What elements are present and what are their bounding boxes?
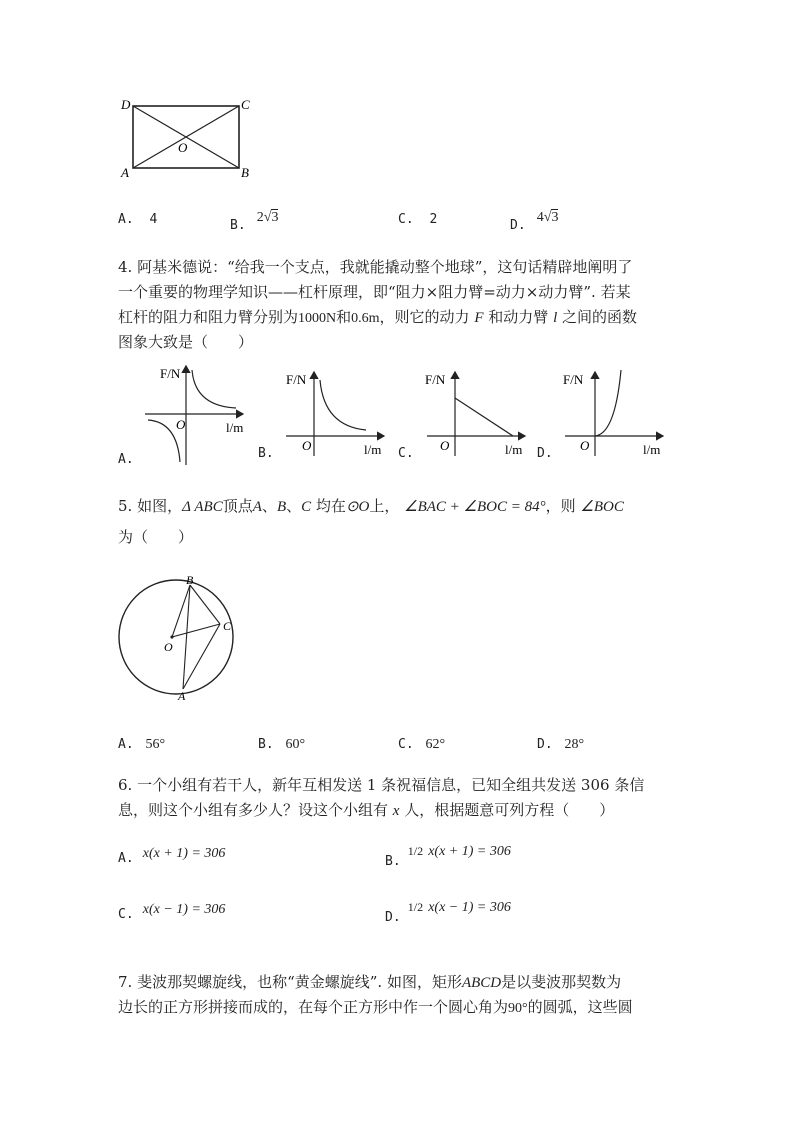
- q6-option-a[interactable]: $_{A.}$ x(x + 1) = 306: [118, 846, 226, 866]
- label-b: B: [241, 165, 249, 180]
- q4-graph-b[interactable]: [284, 368, 389, 458]
- origin-label: O: [176, 417, 186, 432]
- q5-option-d[interactable]: D. 28°: [537, 737, 585, 752]
- q5-line-1: 5. 如图，Δ ABC顶点A、B、C 均在⊙O上， ∠BAC + ∠BOC = 84°，则 ∠BOC: [118, 497, 624, 515]
- q6-option-c[interactable]: $_{C.}$ x(x − 1) = 306: [118, 902, 226, 922]
- q3-option-c[interactable]: C. 2: [398, 212, 438, 227]
- rectangle-figure: [115, 95, 255, 185]
- q4-line-1: 4. 阿基米德说：“给我一个支点，我就能撬动整个地球”，这句话精辟地阐明了: [118, 258, 633, 276]
- q4-graph-c[interactable]: [425, 368, 530, 458]
- q7-line-2: 边长的正方形拼接而成的，在每个正方形中作一个圆心角为90°的圆弧，这些圆: [118, 998, 633, 1016]
- segment-bc: [190, 585, 220, 624]
- circle-figure: [110, 572, 250, 704]
- q6-line-2: 息，则这个小组有多少人？设这个小组有 x 人，根据题意可列方程（ ）: [118, 801, 615, 819]
- label-c: C: [223, 619, 232, 633]
- center-point: [170, 635, 173, 638]
- curve: [595, 370, 621, 436]
- curve-upper: [192, 370, 236, 408]
- y-label: F/N: [160, 366, 181, 381]
- y-label: F/N: [425, 372, 446, 387]
- y-label: F/N: [563, 372, 584, 387]
- label-o: O: [178, 140, 188, 155]
- decreasing-line: [455, 398, 513, 436]
- sqrt-sign: √: [263, 210, 272, 225]
- q6-line-1: 6. 一个小组有若干人，新年互相发送 1 条祝福信息，已知全组共发送 306 条信: [118, 776, 645, 794]
- x-label: l/m: [643, 442, 661, 457]
- origin-label: O: [440, 438, 450, 453]
- origin-label: O: [302, 438, 312, 453]
- q4-line-4: 图象大致是（ ）: [118, 333, 254, 351]
- q4-graph-d[interactable]: [563, 368, 668, 458]
- q6-option-b[interactable]: $_{B.}$ 1/2 x(x + 1) = 306: [385, 844, 511, 869]
- y-label: F/N: [286, 372, 307, 387]
- curve: [320, 380, 366, 430]
- x-label: l/m: [226, 420, 244, 435]
- label-c: C: [241, 97, 250, 112]
- q3-option-d[interactable]: $_{D.}$ 4√3: [510, 210, 559, 233]
- segment-oc: [172, 624, 220, 637]
- circle-o: [119, 580, 233, 694]
- x-label: l/m: [505, 442, 523, 457]
- label-d: D: [121, 97, 131, 112]
- q5-option-c[interactable]: C. 62°: [398, 737, 446, 752]
- label-o: O: [164, 640, 173, 654]
- x-label: l/m: [364, 442, 382, 457]
- q4-line-3: 杠杆的阻力和阻力臂分别为1000N和0.6m，则它的动力 F 和动力臂 l 之间的函数: [118, 308, 638, 326]
- q4-graph-a[interactable]: [140, 362, 250, 470]
- fraction-half: 1/2: [407, 900, 424, 914]
- label-b: B: [186, 573, 194, 587]
- q4-line-2: 一个重要的物理学知识——杠杆原理，即“阻力×阻力臂=动力×动力臂”. 若某: [118, 283, 631, 301]
- q6-option-d[interactable]: $_{D.}$ 1/2 x(x − 1) = 306: [385, 900, 511, 925]
- q4-graph-b-letter[interactable]: B.: [258, 446, 274, 461]
- q3-option-a[interactable]: A. 4: [118, 212, 158, 227]
- q4-graph-d-letter[interactable]: D.: [537, 446, 553, 461]
- label-a: A: [178, 689, 186, 703]
- q5-option-a[interactable]: A. 56°: [118, 737, 166, 752]
- sqrt-sign: √: [543, 210, 552, 225]
- origin-label: O: [580, 438, 590, 453]
- label-a: A: [121, 165, 129, 180]
- q5-option-b[interactable]: B. 60°: [258, 737, 306, 752]
- q5-line-2: 为（ ）: [118, 528, 194, 546]
- q3-option-b[interactable]: $_{B.}$ 2√3: [230, 210, 279, 233]
- q7-line-1: 7. 斐波那契螺旋线，也称“黄金螺旋线”. 如图，矩形ABCD是以斐波那契数为: [118, 973, 622, 991]
- q4-graph-a-letter[interactable]: A.: [118, 452, 134, 467]
- q4-graph-c-letter[interactable]: C.: [398, 446, 414, 461]
- fraction-half: 1/2: [407, 844, 424, 858]
